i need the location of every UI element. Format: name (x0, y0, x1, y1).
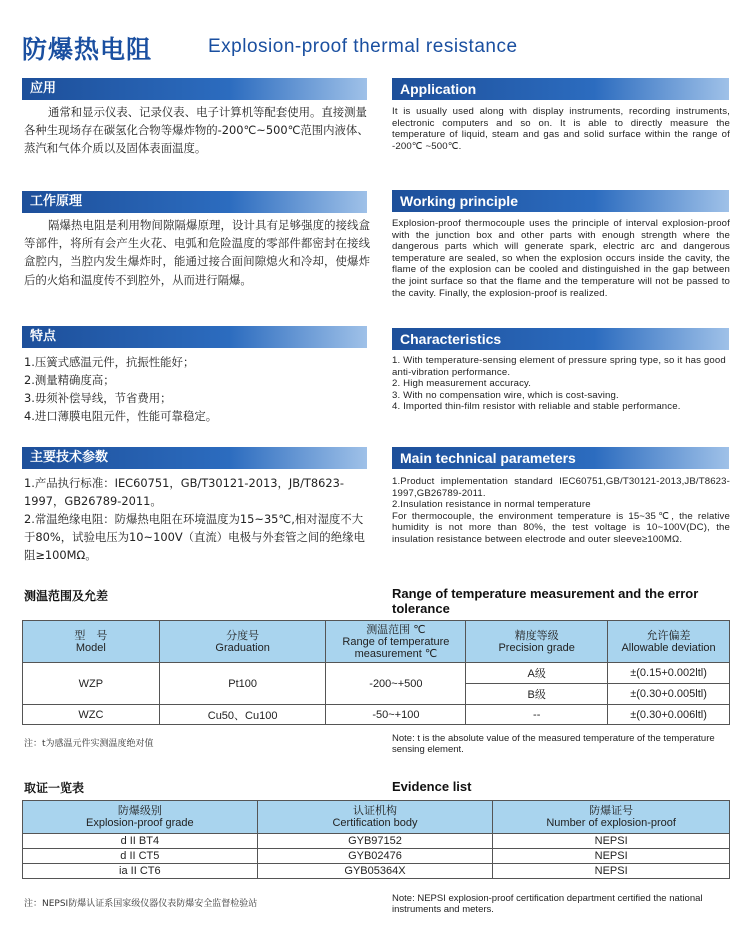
technical-standard-en: 1.Product implementation standard IEC60751,GB/T30121-2013,JB/T8623-1997,GB26789-2011. (392, 476, 730, 499)
cell-model: WZC (23, 705, 160, 725)
cell-body: GYB97152 (257, 834, 493, 849)
list-item: 4.进口薄膜电阻元件，性能可靠稳定。 (24, 409, 218, 423)
cell-grade: -- (466, 705, 608, 725)
evidence-table (22, 800, 730, 879)
evidence-note-cn: 注：NEPSI防爆认证系国家级仪器仪表防爆安全监督检验站 (24, 899, 258, 909)
technical-text-en (392, 476, 730, 546)
technical-insulation-title-en: 2.Insulation resistance in normal temperature (392, 499, 591, 511)
cell-deviation: ±(0.15+0.002ltl) (608, 663, 730, 684)
header-model (23, 621, 160, 663)
list-item: 3.毋须补偿导线，节省费用； (24, 391, 172, 405)
header-en: Allowable deviation (621, 641, 716, 654)
header-cn: 精度等级 (514, 629, 559, 642)
technical-bar-cn: 主要技术参数 (22, 447, 367, 469)
table-row (23, 705, 730, 725)
list-item: 4. Imported thin-film resistor with reliable and stable performance. (392, 401, 681, 413)
characteristics-list-en (392, 355, 730, 413)
header-en: Range of temperature measurement ℃ (342, 635, 450, 660)
evidence-title-cn: 取证一览表 (24, 781, 85, 795)
application-bar-en: Application (392, 78, 729, 100)
cell-body: GYB02476 (257, 849, 493, 864)
cell-number: NEPSI (493, 864, 730, 879)
header-en: Precision grade (498, 641, 575, 654)
header-en: Certification body (332, 817, 418, 829)
technical-insulation-cn: 2.常温绝缘电阻：防爆热电阻在环境温度为15~35℃,相对湿度不大于80%，试验电压为10~100V（直流）电极与外套管之间的绝缘电阻≥100MΩ。 (24, 512, 365, 562)
cell-number: NEPSI (493, 849, 730, 864)
list-item: 3. With no compensation wire, which is cost-saving. (392, 389, 619, 401)
cell-grade: ia II CT6 (23, 864, 258, 879)
cell-deviation: ±(0.30+0.005ltl) (608, 684, 730, 705)
evidence-title-en: Evidence list (392, 779, 472, 794)
header-grade (23, 801, 258, 834)
list-item: 1. With temperature-sensing element of pressure spring type, so it has good anti-vibration performance. (392, 355, 726, 378)
cell-deviation: ±(0.30+0.006ltl) (608, 705, 730, 725)
list-item: 2.测量精确度高； (24, 373, 115, 387)
application-bar-cn: 应用 (22, 78, 367, 100)
cell-grade: d II CT5 (23, 849, 258, 864)
table-header-row (23, 621, 730, 663)
table-row (23, 834, 730, 849)
cell-graduation: Cu50、Cu100 (159, 705, 326, 725)
header-grade (466, 621, 608, 663)
cell-grade: A级 (466, 663, 608, 684)
header-cn: 分度号 (226, 629, 260, 642)
cell-range: -50~+100 (326, 705, 466, 725)
application-text-en: It is usually used along with display instruments, recording instruments, electronic computers and so on. It is able to directly measure the temperature of liquid, steam and gas and solid surface within the range of -200℃ ~500℃. (392, 106, 730, 152)
characteristics-list-cn (24, 353, 370, 425)
list-item: 1.压簧式感温元件，抗振性能好； (24, 355, 195, 369)
header-cn: 测温范围 ℃ (366, 623, 426, 636)
cell-number: NEPSI (493, 834, 730, 849)
range-note-cn: 注：t为感温元件实测温度绝对值 (24, 739, 154, 749)
cell-model: WZP (23, 663, 160, 705)
header-en: Explosion-proof grade (86, 817, 194, 829)
header-graduation (159, 621, 326, 663)
cell-grade: d II BT4 (23, 834, 258, 849)
header-cn: 防爆证号 (589, 805, 634, 817)
header-en: Graduation (215, 641, 270, 654)
header-deviation (608, 621, 730, 663)
range-title-en: Range of temperature measurement and the error tolerance (392, 586, 699, 616)
working-text-en: Explosion-proof thermocouple uses the principle of interval explosion-proof with the junction box and other parts with enough strength where the dangerous parts which will generate spark, electric arc and dangerous temperature are sealed, so when the explosion occurs inside the cavity, the flame of the explosion can be cooled and distinguished in the gap between the joint surface so that the flame and the temperature will not be passed to the cavity. Finally, the explosion-proof is realized. (392, 218, 730, 299)
header-body (257, 801, 493, 834)
range-note-en: Note: t is the absolute value of the measured temperature of the temperature sensing element. (392, 733, 715, 755)
header-cn: 防爆级别 (117, 805, 162, 817)
page-title-cn: 防爆热电阻 (22, 35, 153, 64)
working-bar-cn: 工作原理 (22, 191, 367, 213)
table-row (23, 864, 730, 879)
technical-text-cn (24, 474, 370, 564)
application-text-cn: 通常和显示仪表、记录仪表、电子计算机等配套使用。直接测量各种生现场存在碳氢化合物等爆炸物的-200℃~500℃范围内液体、蒸汽和气体介质以及固体表面温度。 (24, 105, 369, 155)
working-text-cn: 隔爆热电阻是利用物间隙隔爆原理，设计具有足够强度的接线盒等部件，将所有会产生火花、电弧和危险温度的零部件都密封在接线盒腔内，当腔内发生爆炸时，能通过接合面间隙熄火和冷却，使爆炸后的火焰和温度传不到腔外，从而进行隔爆。 (24, 218, 370, 287)
list-item: 2. High measurement accuracy. (392, 378, 532, 390)
cell-grade: B级 (466, 684, 608, 705)
working-bar-en: Working principle (392, 190, 729, 212)
cell-range: -200~+500 (326, 663, 466, 705)
range-title-cn: 测温范围及允差 (24, 589, 109, 603)
evidence-note-en: Note: NEPSI explosion-proof certification department certified the national instruments and meters. (392, 893, 703, 915)
header-cn: 允许偏差 (646, 629, 691, 642)
table-row (23, 663, 730, 684)
characteristics-bar-cn: 特点 (22, 326, 367, 348)
table-row (23, 849, 730, 864)
characteristics-bar-en: Characteristics (392, 328, 729, 350)
page-title-en: Explosion-proof thermal resistance (208, 36, 518, 57)
range-table (22, 620, 730, 725)
cell-graduation: Pt100 (159, 663, 326, 705)
cell-body: GYB05364X (257, 864, 493, 879)
technical-standard-cn: 1.产品执行标准：IEC60751，GB/T30121-2013，JB/T8623-1997，GB26789-2011。 (24, 476, 344, 508)
table-header-row (23, 801, 730, 834)
technical-bar-en: Main technical parameters (392, 447, 729, 469)
header-number (493, 801, 730, 834)
header-cn: 认证机构 (352, 805, 397, 817)
header-cn: 型 号 (74, 629, 108, 642)
header-en: Model (75, 641, 106, 654)
header-en: Number of explosion-proof (546, 817, 676, 829)
technical-insulation-en: For thermocouple, the environment temperature is 15~35℃, the relative humidity is not more than 80%, the test voltage is 10~100V(DC), the insulation resistance between electrode and outer sleeve≥100MΩ. (392, 510, 730, 545)
header-range (326, 621, 466, 663)
